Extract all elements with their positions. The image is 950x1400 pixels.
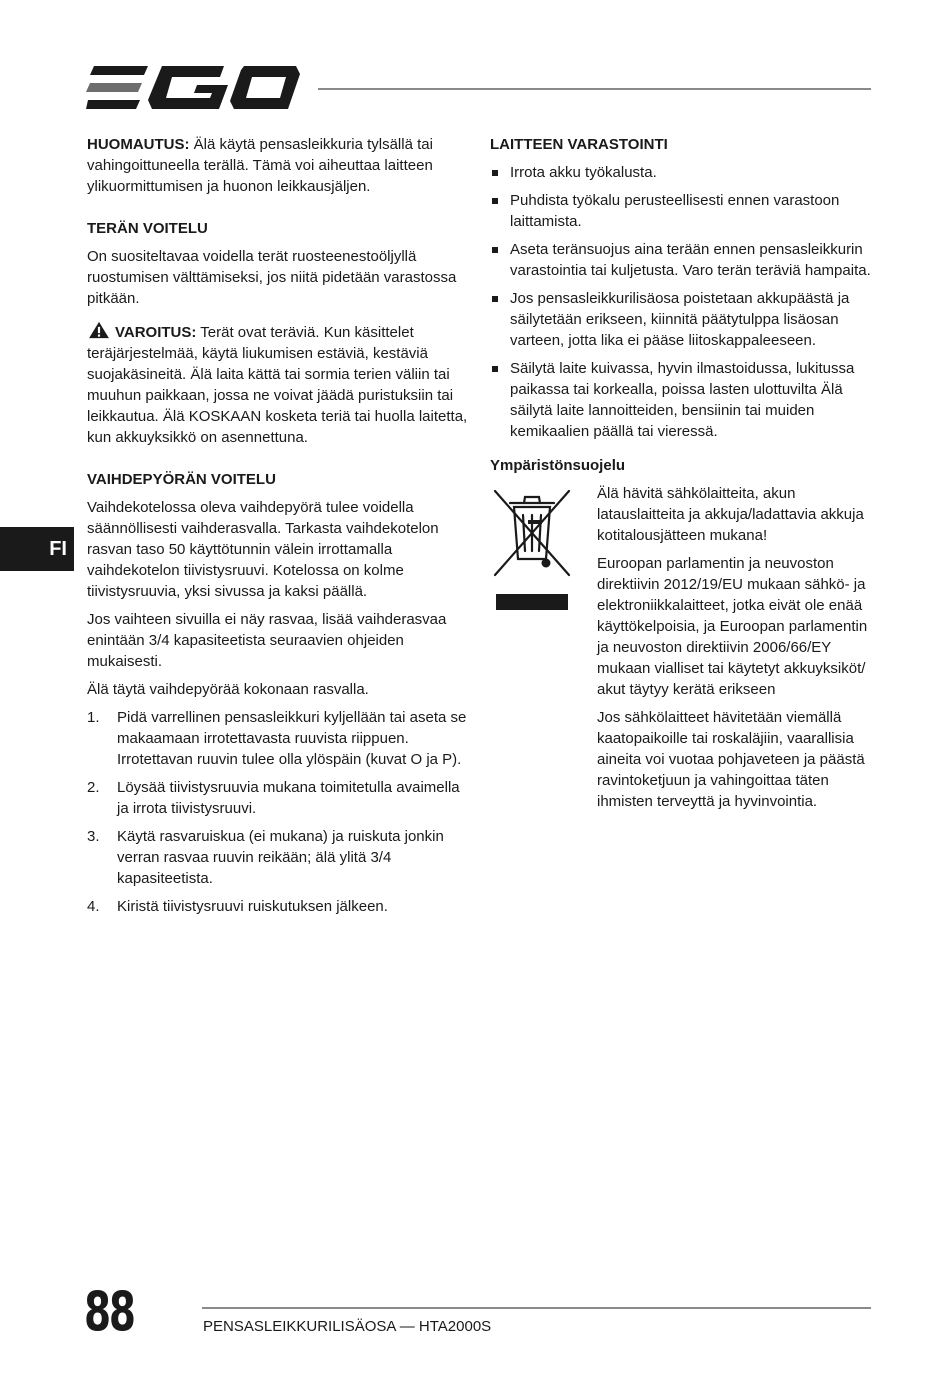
blade-lubrication-text: On suositeltavaa voidella terät ruosteenestoöljyllä ruostumisen välttämiseksi, jos niitä pidetään varastossa pitkään. xyxy=(87,248,457,307)
language-tab: FI xyxy=(0,527,74,571)
note-paragraph xyxy=(87,134,469,197)
gear-paragraph: Vaihdekotelossa oleva vaihdepyörä tulee voidella säännöllisesti vaihderasvalla. Tarkasta vaihdekotelon rasvan taso 50 käyttötunnin välein irrottamalla vaihdekotelon tiivistysruuvi. Kotelossa on kolme tiivistysruuvia, yksi sivussa ja kaksi päällä. xyxy=(87,499,439,600)
step-text: Löysää tiivistysruuvia mukana toimitetulla avaimella ja irrota tiivistysruuvi. xyxy=(117,779,460,817)
environment-paragraph: Euroopan parlamentin ja neuvoston direktiivin 2012/19/EU mukaan sähkö- ja elektroniikkalaitteet, jotka eivät ole enää käyttökelpoisia, ja Euroopan parlamentin ja neuvoston direktiivin 2006/66/EY mukaan vialliset tai käytetyt akkuyksiköt/ akut täytyy kerätä erikseen xyxy=(597,555,868,698)
left-column xyxy=(87,134,469,924)
gear-steps-list xyxy=(87,707,469,917)
step-number: 1. xyxy=(87,709,100,726)
gear-paragraph: Jos vaihteen sivuilla ei näy rasvaa, lisää vaihderasvaa enintään 3/4 kapasiteetista seuraavien ohjeiden mukaisesti. xyxy=(87,611,447,670)
list-item xyxy=(87,777,469,819)
header-rule xyxy=(318,88,871,90)
list-item: Jos pensasleikkurilisäosa poistetaan akkupäästä ja säilytetään erikseen, kiinnitä päätytulppa lisäosan varteen, jotta lika ei pääse liitoskappaleeseen. xyxy=(490,288,875,351)
step-text: Kiristä tiivistysruuvi ruiskutuksen jälkeen. xyxy=(117,898,388,915)
warning-text: Terät ovat teräviä. Kun käsittelet teräjärjestelmää, käytä liukumisen estäviä, kestäviä suojakäsineitä. Älä laita kättä tai sormia terien väliin tai muuhun paikkaan, jossa ne voivat jäädä puristuksiin tai leikkautua. Älä KOSKAAN kosketa teriä tai huolla laitetta, kun akkuyksikkö on asennettuna. xyxy=(87,324,468,446)
right-column xyxy=(490,134,875,819)
blade-lubrication-heading: TERÄN VOITELU xyxy=(87,220,208,237)
storage-heading: LAITTEEN VARASTOINTI xyxy=(490,136,668,153)
environment-paragraph: Jos sähkölaitteet hävitetään viemällä kaatopaikoille tai roskaläjiin, vaarallisia aineita voi vuotaa pohjaveteen ja päästä ravintoketjuun ja vahingoittaa täten ihmisten terveyttä ja hyvinvointia. xyxy=(597,709,865,810)
list-item: Puhdista työkalu perusteellisesti ennen varastoon laittamista. xyxy=(490,190,875,232)
warning-paragraph xyxy=(87,321,469,448)
list-item xyxy=(87,896,469,917)
crossed-out-wheelie-bin-icon xyxy=(490,485,574,615)
gear-paragraph: Älä täytä vaihdepyörää kokonaan rasvalla. xyxy=(87,681,369,698)
list-item xyxy=(87,826,469,889)
note-text: Älä käytä pensasleikkuria tylsällä tai vahingoittuneella terällä. Tämä voi aiheuttaa laitteen ylikuormittumisen ja huonon leikkausjäljen. xyxy=(87,136,433,195)
page-number: 88 xyxy=(84,1280,134,1343)
list-item: Aseta teränsuojus aina terään ennen pensasleikkurin varastointia tai kuljetusta. Varo terän teräviä hampaita. xyxy=(490,239,875,281)
footer-rule xyxy=(202,1307,871,1309)
step-text: Pidä varrellinen pensasleikkuri kyljellään tai aseta se makaamaan irrotettavasta ruuvista riippuen. Irrotettavan ruuvin tulee olla ylöspäin (kuvat O ja P). xyxy=(117,709,467,768)
list-item xyxy=(87,707,469,770)
step-number: 2. xyxy=(87,779,100,796)
warning-label: VAROITUS: xyxy=(115,324,197,341)
ego-logo xyxy=(86,62,300,114)
warning-triangle-icon xyxy=(87,321,111,339)
environment-section xyxy=(490,483,875,812)
list-item: Säilytä laite kuivassa, hyvin ilmastoidussa, lukitussa paikassa tai korkealla, poissa lasten ulottuvilta Älä säilytä laite lannoitteiden, bensiinin tai muiden kemikaalien päällä tai vieressä. xyxy=(490,358,875,442)
environment-heading: Ympäristönsuojelu xyxy=(490,457,626,474)
step-number: 4. xyxy=(87,898,100,915)
gear-lubrication-heading: VAIHDEPYÖRÄN VOITELU xyxy=(87,471,276,488)
environment-paragraph: Älä hävitä sähkölaitteita, akun latauslaitteita ja akkuja/ladattavia akkuja kotitalousjätteen mukana! xyxy=(597,485,864,544)
step-text: Käytä rasvaruiskua (ei mukana) ja ruiskuta jonkin verran rasvaa ruuvin reikään; älä ylitä 3/4 kapasiteetista. xyxy=(117,828,444,887)
list-item: Irrota akku työkalusta. xyxy=(490,162,875,183)
storage-bullets xyxy=(490,162,875,442)
note-label: HUOMAUTUS: xyxy=(87,136,190,153)
footer-title: PENSASLEIKKURILISÄOSA — HTA2000S xyxy=(203,1318,492,1335)
step-number: 3. xyxy=(87,828,100,845)
